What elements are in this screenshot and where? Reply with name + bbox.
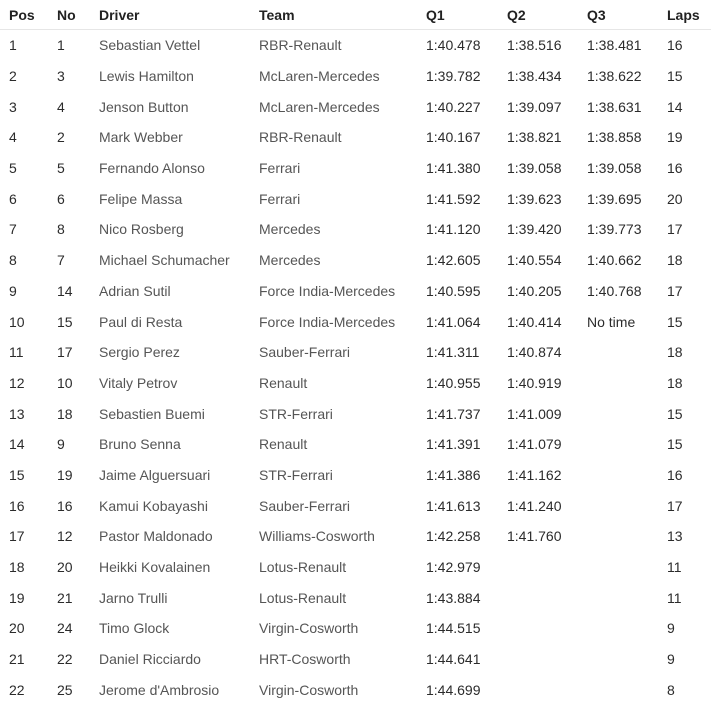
cell-car-number: 1 xyxy=(57,37,65,54)
cell-q2-time: 1:40.874 xyxy=(507,344,562,361)
cell-car-number: 12 xyxy=(57,528,73,545)
cell-q2-time: 1:39.058 xyxy=(507,160,562,177)
cell-q1-time: 1:42.979 xyxy=(426,559,481,576)
cell-car-number: 9 xyxy=(57,436,65,453)
cell-q1-time: 1:44.515 xyxy=(426,620,481,637)
cell-pos: 16 xyxy=(9,497,25,514)
cell-driver: Adrian Sutil xyxy=(99,282,171,299)
cell-pos: 2 xyxy=(9,68,17,85)
cell-driver: Felipe Massa xyxy=(99,190,183,207)
cell-q1-time: 1:44.699 xyxy=(426,681,481,698)
cell-laps: 11 xyxy=(667,559,682,576)
cell-q1-time: 1:40.955 xyxy=(426,374,481,391)
cell-car-number: 7 xyxy=(57,252,65,269)
cell-q2-time: 1:41.760 xyxy=(507,528,562,545)
cell-pos: 21 xyxy=(9,651,25,668)
cell-driver: Jerome d'Ambrosio xyxy=(99,681,220,698)
cell-q1-time: 1:39.782 xyxy=(426,68,481,85)
cell-laps: 15 xyxy=(667,405,683,422)
cell-driver: Nico Rosberg xyxy=(99,221,184,238)
cell-laps: 15 xyxy=(667,68,683,85)
cell-driver: Jarno Trulli xyxy=(99,589,168,606)
cell-q2-time xyxy=(498,613,578,644)
header-q3: Q3 xyxy=(578,0,658,30)
header-no: No xyxy=(48,0,90,30)
cell-q2-time xyxy=(498,644,578,675)
cell-laps: 16 xyxy=(667,160,683,177)
cell-team: Mercedes xyxy=(259,221,321,238)
cell-driver: Daniel Ricciardo xyxy=(99,651,201,668)
cell-q1-time: 1:40.167 xyxy=(426,129,481,146)
table-row xyxy=(0,582,711,613)
table-row xyxy=(0,153,711,184)
cell-team: Williams-Cosworth xyxy=(259,528,375,545)
cell-car-number: 8 xyxy=(57,221,65,238)
cell-q2-time xyxy=(498,582,578,613)
cell-team: HRT-Cosworth xyxy=(259,651,351,668)
cell-pos: 9 xyxy=(9,282,17,299)
cell-laps: 9 xyxy=(667,651,675,668)
cell-car-number: 24 xyxy=(57,620,73,637)
cell-laps: 17 xyxy=(667,282,683,299)
cell-q2-time: 1:41.079 xyxy=(507,436,562,453)
table-row xyxy=(0,337,711,368)
cell-pos: 11 xyxy=(9,344,24,361)
cell-pos: 19 xyxy=(9,589,25,606)
cell-q1-time: 1:41.386 xyxy=(426,466,481,483)
cell-q3-time xyxy=(578,613,658,644)
table-row xyxy=(0,183,711,214)
table-row xyxy=(0,460,711,491)
cell-pos: 18 xyxy=(9,559,25,576)
cell-q3-time xyxy=(578,398,658,429)
cell-team: RBR-Renault xyxy=(259,37,342,54)
cell-q1-time: 1:40.227 xyxy=(426,98,481,115)
cell-laps: 18 xyxy=(667,344,683,361)
table-row xyxy=(0,245,711,276)
cell-q1-time: 1:41.311 xyxy=(426,344,480,361)
cell-car-number: 17 xyxy=(57,344,73,361)
cell-team: Sauber-Ferrari xyxy=(259,497,351,514)
cell-q2-time: 1:40.414 xyxy=(507,313,562,330)
cell-pos: 5 xyxy=(9,160,17,177)
cell-pos: 6 xyxy=(9,190,17,207)
cell-q2-time: 1:38.434 xyxy=(507,68,562,85)
cell-team: Force India-Mercedes xyxy=(259,282,396,299)
cell-pos: 13 xyxy=(9,405,25,422)
cell-q2-time: 1:41.009 xyxy=(507,405,562,422)
cell-q1-time: 1:42.605 xyxy=(426,252,481,269)
cell-pos: 15 xyxy=(9,466,25,483)
cell-driver: Heikki Kovalainen xyxy=(99,559,211,576)
cell-pos: 7 xyxy=(9,221,17,238)
cell-driver: Sergio Perez xyxy=(99,344,180,361)
cell-q1-time: 1:41.380 xyxy=(426,160,481,177)
cell-q3-time xyxy=(578,674,658,705)
cell-laps: 20 xyxy=(667,190,683,207)
cell-q1-time: 1:41.064 xyxy=(426,313,481,330)
cell-q3-time: 1:38.631 xyxy=(587,98,642,115)
cell-q3-time xyxy=(578,644,658,675)
cell-q3-time: No time xyxy=(587,313,636,330)
cell-q3-time: 1:38.481 xyxy=(587,37,642,54)
cell-driver: Jaime Alguersuari xyxy=(99,466,211,483)
cell-q2-time: 1:39.623 xyxy=(507,190,562,207)
cell-car-number: 3 xyxy=(57,68,65,85)
cell-car-number: 16 xyxy=(57,497,73,514)
cell-q1-time: 1:42.258 xyxy=(426,528,481,545)
cell-driver: Fernando Alonso xyxy=(99,160,205,177)
cell-team: Virgin-Cosworth xyxy=(259,620,359,637)
cell-pos: 1 xyxy=(9,37,17,54)
cell-q1-time: 1:44.641 xyxy=(426,651,481,668)
cell-q2-time: 1:38.516 xyxy=(507,37,562,54)
cell-q2-time xyxy=(498,674,578,705)
table-row xyxy=(0,214,711,245)
cell-q2-time: 1:38.821 xyxy=(507,129,562,146)
cell-driver: Sebastian Vettel xyxy=(99,37,201,54)
table-row xyxy=(0,429,711,460)
cell-q3-time: 1:40.768 xyxy=(587,282,642,299)
cell-q3-time: 1:39.773 xyxy=(587,221,642,238)
cell-q3-time xyxy=(578,521,658,552)
cell-team: Sauber-Ferrari xyxy=(259,344,351,361)
cell-laps: 19 xyxy=(667,129,683,146)
table-row xyxy=(0,490,711,521)
cell-team: Ferrari xyxy=(259,160,301,177)
cell-team: STR-Ferrari xyxy=(259,405,333,422)
cell-team: Mercedes xyxy=(259,252,321,269)
cell-driver: Pastor Maldonado xyxy=(99,528,213,545)
cell-team: Renault xyxy=(259,436,308,453)
cell-driver: Bruno Senna xyxy=(99,436,181,453)
cell-laps: 15 xyxy=(667,436,683,453)
cell-laps: 16 xyxy=(667,466,683,483)
cell-q3-time xyxy=(578,582,658,613)
cell-pos: 10 xyxy=(9,313,25,330)
cell-q3-time xyxy=(578,552,658,583)
cell-pos: 3 xyxy=(9,98,17,115)
cell-laps: 16 xyxy=(667,37,683,54)
cell-driver: Vitaly Petrov xyxy=(99,374,178,391)
cell-laps: 14 xyxy=(667,98,683,115)
cell-team: Force India-Mercedes xyxy=(259,313,396,330)
cell-laps: 18 xyxy=(667,252,683,269)
cell-car-number: 4 xyxy=(57,98,65,115)
cell-q2-time xyxy=(498,552,578,583)
cell-driver: Mark Webber xyxy=(99,129,183,146)
cell-q1-time: 1:40.478 xyxy=(426,37,481,54)
cell-laps: 11 xyxy=(667,589,682,606)
cell-q3-time: 1:40.662 xyxy=(587,252,642,269)
cell-q2-time: 1:40.554 xyxy=(507,252,562,269)
cell-laps: 8 xyxy=(667,681,675,698)
table-row xyxy=(0,613,711,644)
cell-car-number: 21 xyxy=(57,589,73,606)
cell-driver: Timo Glock xyxy=(99,620,170,637)
cell-car-number: 22 xyxy=(57,651,73,668)
cell-driver: Paul di Resta xyxy=(99,313,183,330)
cell-car-number: 5 xyxy=(57,160,65,177)
cell-q2-time: 1:40.919 xyxy=(507,374,562,391)
cell-q1-time: 1:41.592 xyxy=(426,190,481,207)
cell-pos: 17 xyxy=(9,528,25,545)
table-row xyxy=(0,61,711,92)
table-row xyxy=(0,276,711,307)
table-row xyxy=(0,552,711,583)
header-q1: Q1 xyxy=(417,0,498,30)
cell-laps: 17 xyxy=(667,497,683,514)
table-row xyxy=(0,368,711,399)
cell-q3-time xyxy=(578,490,658,521)
table-row xyxy=(0,644,711,675)
cell-driver: Lewis Hamilton xyxy=(99,68,194,85)
cell-driver: Jenson Button xyxy=(99,98,189,115)
cell-car-number: 20 xyxy=(57,559,73,576)
cell-car-number: 14 xyxy=(57,282,73,299)
cell-pos: 12 xyxy=(9,374,25,391)
cell-q3-time xyxy=(578,429,658,460)
table-row xyxy=(0,122,711,153)
cell-driver: Sebastien Buemi xyxy=(99,405,205,422)
cell-q2-time: 1:39.097 xyxy=(507,98,562,115)
cell-pos: 22 xyxy=(9,681,25,698)
header-q2: Q2 xyxy=(498,0,578,30)
header-driver: Driver xyxy=(90,0,250,30)
cell-car-number: 2 xyxy=(57,129,65,146)
cell-team: Virgin-Cosworth xyxy=(259,681,359,698)
cell-q3-time: 1:39.058 xyxy=(587,160,642,177)
cell-q1-time: 1:41.737 xyxy=(426,405,481,422)
cell-q3-time: 1:39.695 xyxy=(587,190,642,207)
table-header xyxy=(0,0,711,30)
cell-q3-time xyxy=(578,368,658,399)
cell-q2-time: 1:41.240 xyxy=(507,497,562,514)
cell-laps: 13 xyxy=(667,528,683,545)
cell-laps: 9 xyxy=(667,620,675,637)
cell-team: RBR-Renault xyxy=(259,129,342,146)
header-row xyxy=(0,0,711,30)
table-row xyxy=(0,91,711,122)
cell-car-number: 10 xyxy=(57,374,73,391)
cell-q1-time: 1:41.613 xyxy=(426,497,481,514)
cell-pos: 20 xyxy=(9,620,25,637)
cell-q3-time xyxy=(578,460,658,491)
cell-team: Ferrari xyxy=(259,190,301,207)
cell-pos: 4 xyxy=(9,129,17,146)
cell-laps: 18 xyxy=(667,374,683,391)
cell-q1-time: 1:43.884 xyxy=(426,589,481,606)
cell-q1-time: 1:41.391 xyxy=(426,436,481,453)
cell-laps: 15 xyxy=(667,313,683,330)
table-row xyxy=(0,521,711,552)
table-row xyxy=(0,306,711,337)
cell-car-number: 15 xyxy=(57,313,73,330)
cell-team: McLaren-Mercedes xyxy=(259,68,380,85)
cell-driver: Kamui Kobayashi xyxy=(99,497,208,514)
cell-car-number: 18 xyxy=(57,405,73,422)
cell-q3-time xyxy=(578,337,658,368)
table-body xyxy=(0,30,711,706)
header-team: Team xyxy=(250,0,417,30)
cell-team: STR-Ferrari xyxy=(259,466,333,483)
cell-car-number: 19 xyxy=(57,466,73,483)
cell-pos: 8 xyxy=(9,252,17,269)
cell-team: McLaren-Mercedes xyxy=(259,98,380,115)
header-pos: Pos xyxy=(0,0,48,30)
cell-q2-time: 1:41.162 xyxy=(507,466,562,483)
cell-team: Lotus-Renault xyxy=(259,589,347,606)
cell-laps: 17 xyxy=(667,221,683,238)
cell-q3-time: 1:38.858 xyxy=(587,129,642,146)
cell-team: Renault xyxy=(259,374,308,391)
cell-q1-time: 1:41.120 xyxy=(426,221,481,238)
table-row xyxy=(0,30,711,61)
cell-driver: Michael Schumacher xyxy=(99,252,230,269)
table-row xyxy=(0,674,711,705)
cell-pos: 14 xyxy=(9,436,25,453)
cell-q1-time: 1:40.595 xyxy=(426,282,481,299)
cell-team: Lotus-Renault xyxy=(259,559,347,576)
cell-car-number: 6 xyxy=(57,190,65,207)
cell-car-number: 25 xyxy=(57,681,73,698)
table-row xyxy=(0,398,711,429)
cell-q2-time: 1:40.205 xyxy=(507,282,562,299)
cell-q3-time: 1:38.622 xyxy=(587,68,642,85)
header-laps: Laps xyxy=(658,0,711,30)
cell-q2-time: 1:39.420 xyxy=(507,221,562,238)
